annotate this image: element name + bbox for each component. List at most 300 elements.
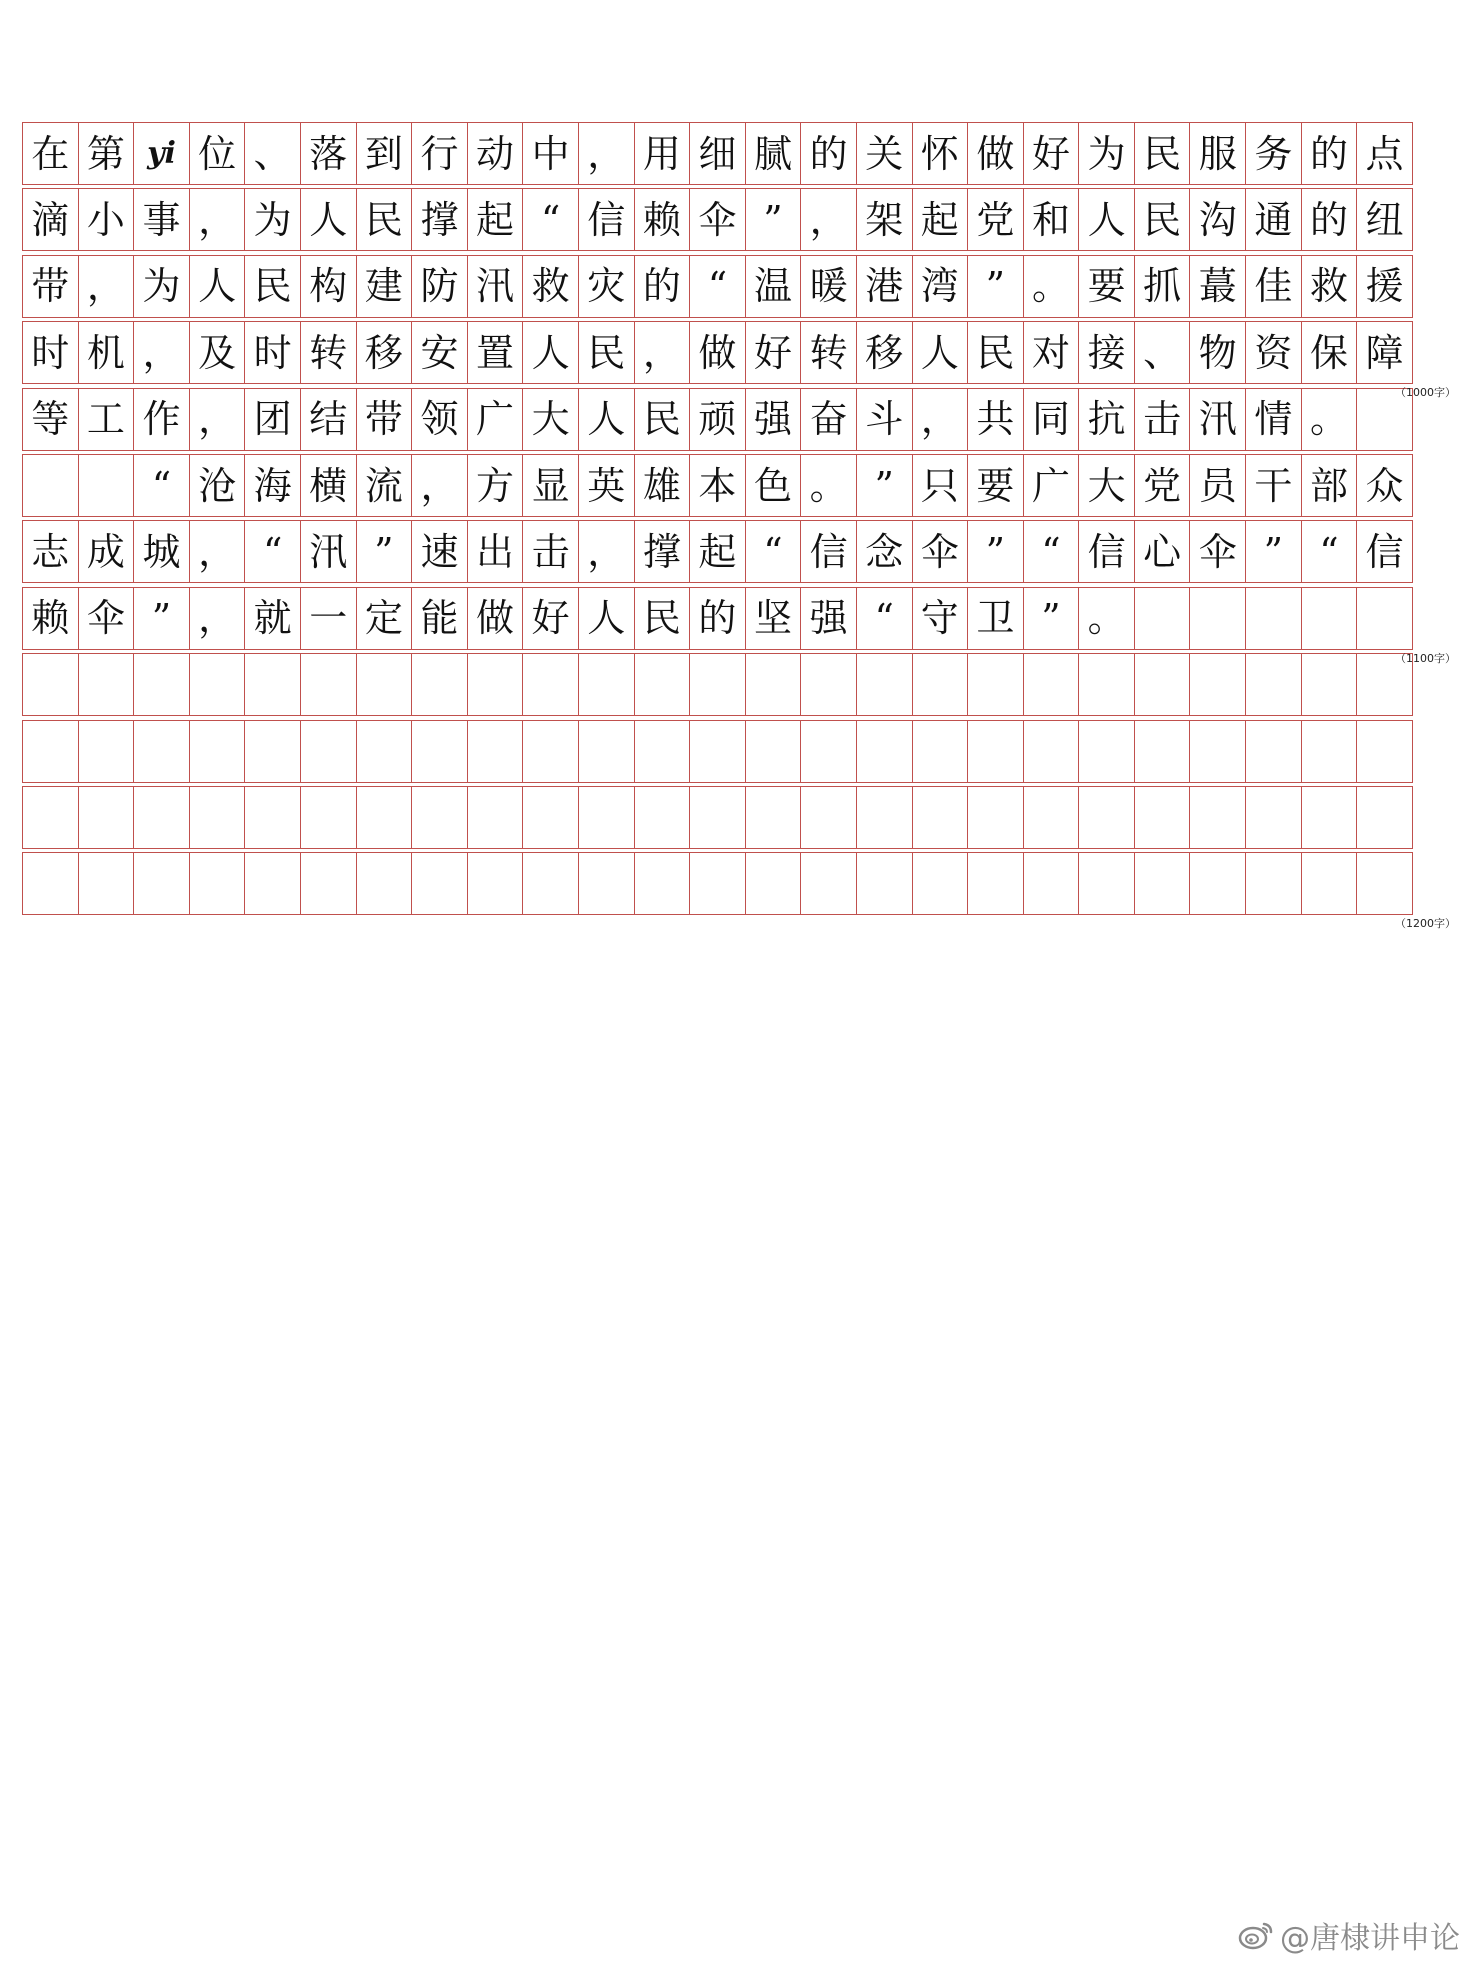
grid-cell	[301, 721, 357, 782]
grid-row	[22, 520, 1413, 583]
grid-cell: 务	[1246, 123, 1302, 184]
grid-cell: 汛	[301, 521, 357, 582]
grid-cell: 成	[79, 521, 135, 582]
grid-cell: 转	[301, 322, 357, 383]
grid-cell	[245, 787, 301, 848]
grid-cell: 为	[1079, 123, 1135, 184]
grid-cell	[746, 721, 802, 782]
grid-cell	[1024, 654, 1080, 715]
grid-cell: 团	[245, 389, 301, 450]
grid-cell: 构	[301, 256, 357, 317]
grid-cell: 服	[1190, 123, 1246, 184]
grid-cell	[1024, 853, 1080, 914]
grid-cell: “	[857, 588, 913, 649]
grid-cell: 起	[468, 189, 524, 250]
grid-cell	[690, 787, 746, 848]
grid-row	[22, 587, 1413, 650]
grid-cell: 救	[523, 256, 579, 317]
grid-cell: 做	[468, 588, 524, 649]
grid-cell	[134, 787, 190, 848]
grid-cell: 到	[357, 123, 413, 184]
grid-cell	[23, 787, 79, 848]
grid-cell: 等	[23, 389, 79, 450]
word-count-marker: （1000字）	[1395, 386, 1456, 400]
grid-cell: 广	[1024, 455, 1080, 516]
grid-cell	[357, 654, 413, 715]
grid-cell	[1190, 721, 1246, 782]
grid-cell: 广	[468, 389, 524, 450]
grid-cell: 卫	[968, 588, 1024, 649]
grid-cell	[1079, 853, 1135, 914]
grid-cell	[635, 721, 691, 782]
grid-cell: ，	[190, 189, 246, 250]
grid-cell: “	[1302, 521, 1358, 582]
grid-cell	[412, 654, 468, 715]
grid-cell: 物	[1190, 322, 1246, 383]
grid-cell: ”	[968, 256, 1024, 317]
grid-cell: 大	[523, 389, 579, 450]
grid-cell: 同	[1024, 389, 1080, 450]
grid-cell	[801, 787, 857, 848]
grid-cell: 人	[579, 588, 635, 649]
grid-cell: 顽	[690, 389, 746, 450]
grid-cell	[1357, 787, 1413, 848]
grid-cell: ，	[913, 389, 969, 450]
grid-cell: 防	[412, 256, 468, 317]
grid-cell: 小	[79, 189, 135, 250]
grid-cell	[357, 721, 413, 782]
grid-cell	[134, 853, 190, 914]
grid-cell: 坚	[746, 588, 802, 649]
grid-cell: 击	[523, 521, 579, 582]
grid-cell: 建	[357, 256, 413, 317]
grid-cell	[1135, 721, 1191, 782]
grid-cell	[523, 787, 579, 848]
grid-cell: 和	[1024, 189, 1080, 250]
grid-cell	[1135, 654, 1191, 715]
grid-cell: 志	[23, 521, 79, 582]
grid-cell	[1190, 654, 1246, 715]
grid-cell: 人	[579, 389, 635, 450]
grid-cell	[1024, 721, 1080, 782]
grid-cell: 的	[1302, 189, 1358, 250]
grid-cell	[412, 787, 468, 848]
grid-cell	[468, 787, 524, 848]
grid-cell: 奋	[801, 389, 857, 450]
grid-cell: 动	[468, 123, 524, 184]
grid-cell	[468, 654, 524, 715]
grid-cell: 纽	[1357, 189, 1413, 250]
grid-cell: ”	[1024, 588, 1080, 649]
grid-cell: 细	[690, 123, 746, 184]
grid-cell	[1190, 588, 1246, 649]
grid-cell: “	[523, 189, 579, 250]
grid-cell	[412, 721, 468, 782]
grid-cell: 关	[857, 123, 913, 184]
grid-cell	[79, 721, 135, 782]
grid-cell: 城	[134, 521, 190, 582]
grid-cell	[1302, 787, 1358, 848]
grid-cell	[579, 721, 635, 782]
grid-cell: 作	[134, 389, 190, 450]
grid-cell: 汛	[468, 256, 524, 317]
grid-cell: 速	[412, 521, 468, 582]
grid-cell	[23, 853, 79, 914]
grid-cell	[468, 853, 524, 914]
grid-cell	[968, 787, 1024, 848]
grid-cell: 接	[1079, 322, 1135, 383]
grid-cell	[1246, 853, 1302, 914]
grid-cell: 色	[746, 455, 802, 516]
grid-cell: 为	[245, 189, 301, 250]
grid-cell	[857, 721, 913, 782]
grid-cell: 一	[301, 588, 357, 649]
grid-cell: 人	[913, 322, 969, 383]
grid-cell: 大	[1079, 455, 1135, 516]
grid-cell: 对	[1024, 322, 1080, 383]
grid-cell	[1079, 787, 1135, 848]
grid-cell	[190, 721, 246, 782]
grid-cell: 民	[635, 389, 691, 450]
grid-cell: ，	[412, 455, 468, 516]
grid-cell	[190, 853, 246, 914]
grid-cell: 民	[1135, 189, 1191, 250]
grid-cell: 暖	[801, 256, 857, 317]
grid-cell	[1302, 654, 1358, 715]
grid-cell: 显	[523, 455, 579, 516]
grid-cell	[23, 654, 79, 715]
grid-cell	[1024, 787, 1080, 848]
grid-cell	[690, 654, 746, 715]
grid-cell: 伞	[1190, 521, 1246, 582]
grid-cell: 心	[1135, 521, 1191, 582]
grid-cell	[857, 853, 913, 914]
grid-cell: 行	[412, 123, 468, 184]
grid-cell: 的	[801, 123, 857, 184]
grid-cell	[245, 654, 301, 715]
word-count-marker: （1200字）	[1395, 917, 1456, 931]
grid-cell	[468, 721, 524, 782]
grid-cell: 就	[245, 588, 301, 649]
grid-cell: 好	[523, 588, 579, 649]
grid-cell	[301, 853, 357, 914]
grid-cell: 。	[1302, 389, 1358, 450]
grid-cell: 民	[579, 322, 635, 383]
grid-cell: 、	[1135, 322, 1191, 383]
grid-cell: 守	[913, 588, 969, 649]
grid-row	[22, 786, 1413, 849]
grid-cell: 部	[1302, 455, 1358, 516]
grid-cell	[357, 787, 413, 848]
grid-cell: 好	[1024, 123, 1080, 184]
grid-cell	[635, 654, 691, 715]
grid-cell: ”	[134, 588, 190, 649]
grid-cell	[857, 654, 913, 715]
grid-cell	[1079, 654, 1135, 715]
grid-cell: “	[245, 521, 301, 582]
grid-cell: 党	[968, 189, 1024, 250]
grid-row	[22, 321, 1413, 384]
grid-row	[22, 653, 1413, 716]
grid-cell: 赖	[23, 588, 79, 649]
grid-cell: 伞	[690, 189, 746, 250]
grid-cell: 事	[134, 189, 190, 250]
grid-cell: 。	[1024, 256, 1080, 317]
grid-cell: 强	[746, 389, 802, 450]
grid-cell: ，	[190, 588, 246, 649]
grid-cell	[523, 853, 579, 914]
grid-cell: 员	[1190, 455, 1246, 516]
grid-cell: 的	[635, 256, 691, 317]
grid-cell: 干	[1246, 455, 1302, 516]
grid-cell: 撑	[412, 189, 468, 250]
grid-cell	[1190, 853, 1246, 914]
grid-cell	[523, 721, 579, 782]
grid-cell: 党	[1135, 455, 1191, 516]
grid-cell: 流	[357, 455, 413, 516]
grid-cell	[913, 787, 969, 848]
grid-cell: 。	[1079, 588, 1135, 649]
grid-cell: 方	[468, 455, 524, 516]
grid-cell: ”	[857, 455, 913, 516]
grid-cell: 英	[579, 455, 635, 516]
grid-cell	[635, 787, 691, 848]
grid-cell: 民	[245, 256, 301, 317]
grid-cell: 信	[579, 189, 635, 250]
grid-cell: ，	[801, 189, 857, 250]
grid-cell	[1357, 588, 1413, 649]
grid-cell	[635, 853, 691, 914]
grid-cell: “	[1024, 521, 1080, 582]
grid-cell: 众	[1357, 455, 1413, 516]
grid-cell: 念	[857, 521, 913, 582]
grid-cell: 通	[1246, 189, 1302, 250]
grid-cell	[968, 721, 1024, 782]
grid-cell: 架	[857, 189, 913, 250]
watermark-text: @唐棣讲申论	[1280, 1921, 1460, 1956]
grid-cell	[357, 853, 413, 914]
grid-cell: 起	[690, 521, 746, 582]
grid-cell: 中	[523, 123, 579, 184]
grid-cell: 工	[79, 389, 135, 450]
grid-cell: 定	[357, 588, 413, 649]
grid-cell: 怀	[913, 123, 969, 184]
grid-cell	[134, 654, 190, 715]
grid-cell: 人	[523, 322, 579, 383]
grid-cell: 强	[801, 588, 857, 649]
grid-cell: ”	[357, 521, 413, 582]
grid-cell	[79, 654, 135, 715]
grid-cell	[801, 853, 857, 914]
grid-cell: 带	[23, 256, 79, 317]
grid-cell	[23, 721, 79, 782]
grid-cell: 能	[412, 588, 468, 649]
grid-cell	[968, 853, 1024, 914]
grid-cell	[913, 721, 969, 782]
grid-cell: 好	[746, 322, 802, 383]
grid-row	[22, 720, 1413, 783]
grid-cell: 在	[23, 123, 79, 184]
grid-cell: ，	[579, 123, 635, 184]
grid-row	[22, 388, 1413, 451]
grid-cell: 结	[301, 389, 357, 450]
grid-cell	[690, 721, 746, 782]
grid-cell: ”	[746, 189, 802, 250]
watermark	[1238, 1913, 1460, 1957]
grid-cell: 、	[245, 123, 301, 184]
grid-cell: 信	[1357, 521, 1413, 582]
grid-cell: 横	[301, 455, 357, 516]
grid-cell: 斗	[857, 389, 913, 450]
grid-cell: 。	[801, 455, 857, 516]
grid-cell: 移	[357, 322, 413, 383]
grid-row	[22, 454, 1413, 517]
grid-cell: 灾	[579, 256, 635, 317]
grid-cell: 民	[357, 189, 413, 250]
grid-cell: 汛	[1190, 389, 1246, 450]
grid-cell: 人	[1079, 189, 1135, 250]
grid-cell	[1302, 853, 1358, 914]
grid-cell: 温	[746, 256, 802, 317]
grid-cell: ，	[190, 389, 246, 450]
grid-cell: 沟	[1190, 189, 1246, 250]
grid-cell	[301, 654, 357, 715]
grid-cell	[1357, 721, 1413, 782]
grid-cell	[968, 654, 1024, 715]
grid-cell	[1079, 721, 1135, 782]
grid-cell: 的	[1302, 123, 1358, 184]
grid-cell	[523, 654, 579, 715]
grid-cell: 击	[1135, 389, 1191, 450]
grid-cell: 赖	[635, 189, 691, 250]
grid-cell: 民	[968, 322, 1024, 383]
grid-row	[22, 188, 1413, 251]
grid-cell: 时	[23, 322, 79, 383]
grid-cell	[579, 787, 635, 848]
grid-row	[22, 255, 1413, 318]
grid-cell	[1357, 853, 1413, 914]
grid-cell	[857, 787, 913, 848]
grid-cell	[79, 853, 135, 914]
grid-cell: ，	[190, 521, 246, 582]
grid-cell: ，	[134, 322, 190, 383]
grid-cell: 援	[1357, 256, 1413, 317]
grid-cell: 第	[79, 123, 135, 184]
grid-cell: 湾	[913, 256, 969, 317]
grid-cell	[746, 853, 802, 914]
grid-cell: 信	[801, 521, 857, 582]
grid-cell: 救	[1302, 256, 1358, 317]
grid-cell: “	[134, 455, 190, 516]
grid-cell: 佳	[1246, 256, 1302, 317]
grid-cell: 抓	[1135, 256, 1191, 317]
grid-cell: 点	[1357, 123, 1413, 184]
grid-cell: 及	[190, 322, 246, 383]
grid-cell: 落	[301, 123, 357, 184]
grid-cell: 共	[968, 389, 1024, 450]
grid-cell: 海	[245, 455, 301, 516]
grid-cell	[1246, 787, 1302, 848]
grid-cell	[190, 787, 246, 848]
grid-cell: 转	[801, 322, 857, 383]
grid-cell	[1302, 721, 1358, 782]
grid-cell	[1135, 588, 1191, 649]
grid-cell: ，	[79, 256, 135, 317]
grid-cell: 蕞	[1190, 256, 1246, 317]
grid-cell: 安	[412, 322, 468, 383]
grid-cell	[23, 455, 79, 516]
grid-cell: 时	[245, 322, 301, 383]
grid-cell: 资	[1246, 322, 1302, 383]
grid-cell: 港	[857, 256, 913, 317]
grid-cell	[746, 787, 802, 848]
grid-cell: yi	[134, 123, 190, 184]
grid-cell: 只	[913, 455, 969, 516]
grid-cell: “	[690, 256, 746, 317]
grid-cell: 伞	[79, 588, 135, 649]
grid-cell: 情	[1246, 389, 1302, 450]
grid-cell: 保	[1302, 322, 1358, 383]
grid-cell: 人	[190, 256, 246, 317]
grid-cell: “	[746, 521, 802, 582]
grid-cell: 撑	[635, 521, 691, 582]
weibo-icon	[1238, 1920, 1274, 1950]
grid-cell	[913, 853, 969, 914]
grid-cell: 伞	[913, 521, 969, 582]
grid-cell: 要	[1079, 256, 1135, 317]
grid-row	[22, 852, 1413, 915]
grid-cell: 领	[412, 389, 468, 450]
grid-cell: 滴	[23, 189, 79, 250]
grid-cell: 为	[134, 256, 190, 317]
grid-cell: 的	[690, 588, 746, 649]
grid-cell	[301, 787, 357, 848]
grid-cell: 位	[190, 123, 246, 184]
grid-cell: 本	[690, 455, 746, 516]
grid-cell: 人	[301, 189, 357, 250]
grid-cell: ”	[1246, 521, 1302, 582]
grid-cell: 做	[690, 322, 746, 383]
grid-cell	[579, 654, 635, 715]
grid-cell: 起	[913, 189, 969, 250]
grid-cell	[190, 654, 246, 715]
grid-cell	[1246, 588, 1302, 649]
grid-cell: ，	[635, 322, 691, 383]
grid-cell	[79, 455, 135, 516]
grid-cell	[913, 654, 969, 715]
grid-cell	[245, 721, 301, 782]
grid-cell: 信	[1079, 521, 1135, 582]
grid-cell	[1246, 654, 1302, 715]
grid-cell: 机	[79, 322, 135, 383]
grid-cell: 做	[968, 123, 1024, 184]
grid-cell: 抗	[1079, 389, 1135, 450]
grid-cell	[1246, 721, 1302, 782]
grid-cell: 雄	[635, 455, 691, 516]
grid-cell: 民	[1135, 123, 1191, 184]
grid-cell	[79, 787, 135, 848]
grid-cell: ，	[579, 521, 635, 582]
word-count-marker: （1100字）	[1395, 651, 1456, 665]
grid-row	[22, 122, 1413, 185]
grid-cell	[801, 654, 857, 715]
grid-cell	[245, 853, 301, 914]
grid-cell: 要	[968, 455, 1024, 516]
grid-cell	[1135, 787, 1191, 848]
grid-cell: 沧	[190, 455, 246, 516]
grid-cell: 带	[357, 389, 413, 450]
grid-cell: 障	[1357, 322, 1413, 383]
